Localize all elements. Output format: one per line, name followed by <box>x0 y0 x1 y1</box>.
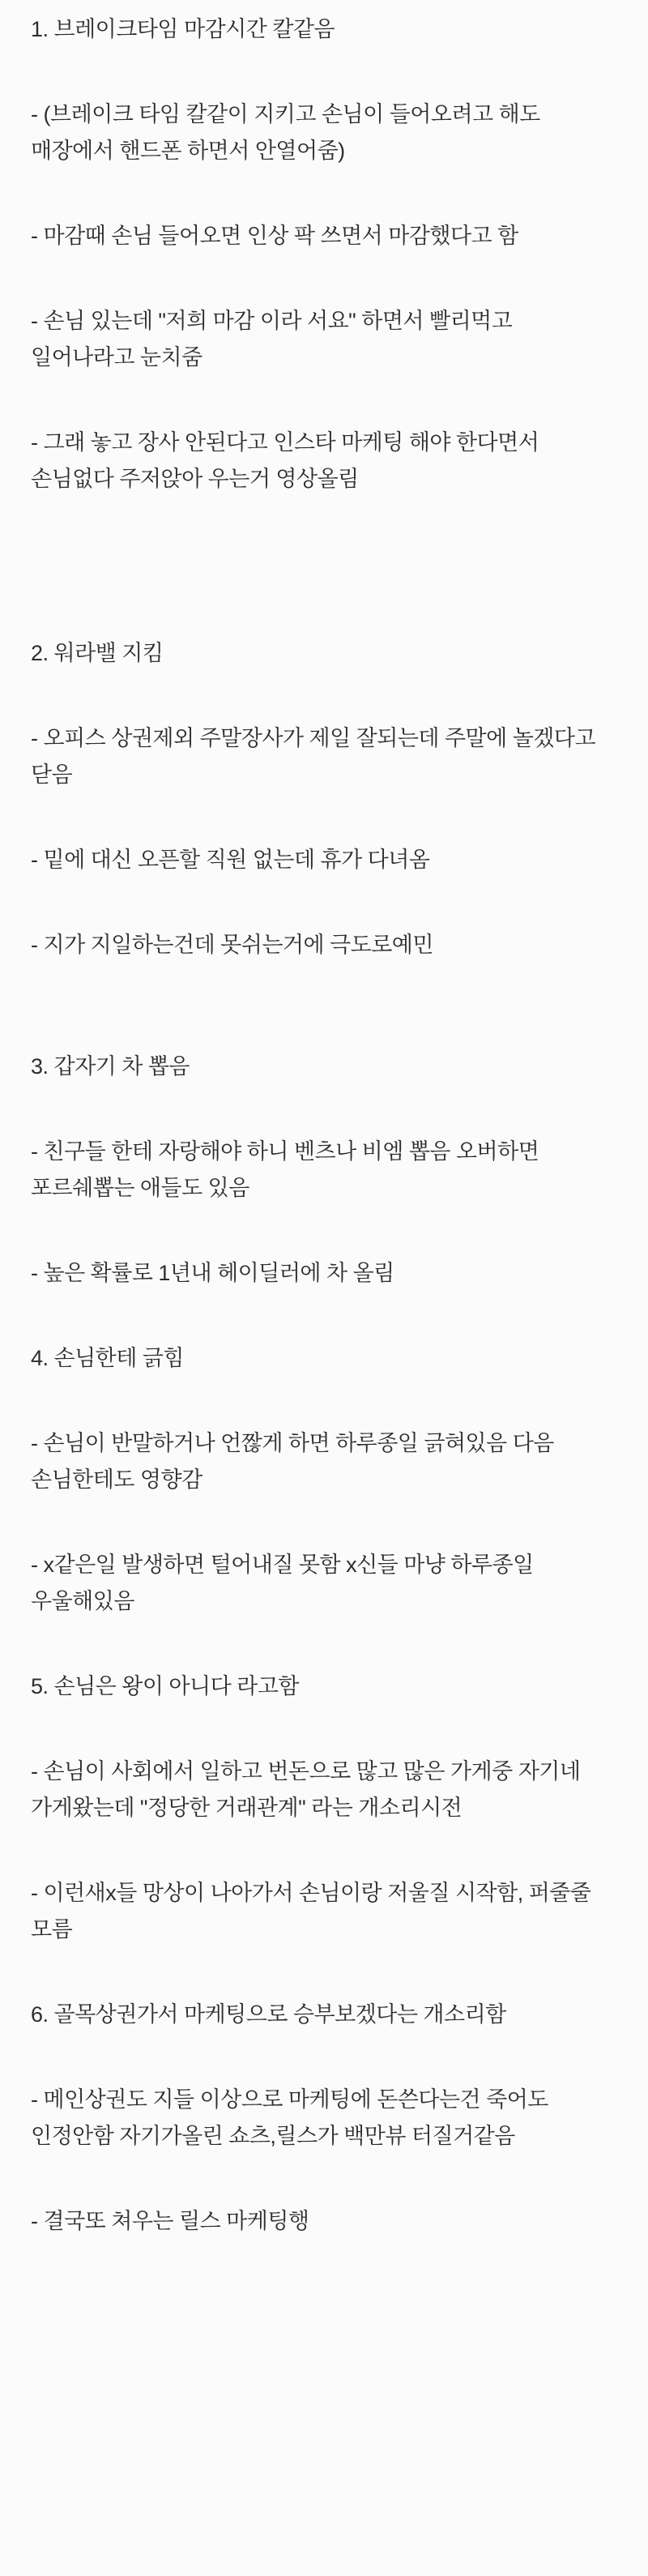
bullet-paragraph: - 오피스 상권제외 주말장사가 제일 잘되는데 주말에 놀겠다고 닫음 <box>31 726 596 787</box>
bullet-paragraph: - 친구들 한테 자랑해야 하니 벤츠나 비엠 뽑음 오버하면 포르쉐뽑는 애들도 있음 <box>31 1139 539 1200</box>
section-heading: 2. 워라밸 지킴 <box>31 641 164 665</box>
section-2 <box>31 635 617 963</box>
section-1 <box>31 11 617 498</box>
section-3 <box>31 1049 617 1292</box>
section-heading: 4. 손님한테 긁힘 <box>31 1346 185 1370</box>
bullet-paragraph: - 밑에 대신 오픈할 직원 없는데 휴가 다녀옴 <box>31 848 430 872</box>
section-heading: 1. 브레이크타임 마감시간 칼같음 <box>31 17 335 41</box>
bullet-paragraph: - 손님이 사회에서 일하고 번돈으로 많고 많은 가게중 자기네 가게왔는데 "정당한 거래관계" 라는 개소리시전 <box>31 1759 581 1820</box>
bullet-paragraph: - 마감때 손님 들어오면 인상 팍 쓰면서 마감했다고 함 <box>31 224 518 248</box>
section-heading: 5. 손님은 왕이 아니다 라고함 <box>31 1674 299 1698</box>
section-6 <box>31 1997 617 2240</box>
bullet-paragraph: - x같은일 발생하면 털어내질 못함 x신들 마냥 하루종일 우울해있음 <box>31 1553 534 1613</box>
bullet-paragraph: - 손님 있는데 "저희 마감 이라 서요" 하면서 빨리먹고 일어나라고 눈치줌 <box>31 309 513 370</box>
bullet-paragraph: - 높은 확률로 1년내 헤이딜러에 차 올림 <box>31 1261 394 1285</box>
section-5 <box>31 1668 617 1948</box>
bullet-paragraph: - 이런새x들 망상이 나아가서 손님이랑 저울질 시작함, 퍼줄줄 모름 <box>31 1881 591 1942</box>
bullet-paragraph: - 결국또 쳐우는 릴스 마케팅행 <box>31 2209 309 2233</box>
bullet-paragraph: - 지가 지일하는건데 못쉬는거에 극도로예민 <box>31 933 433 957</box>
section-4 <box>31 1340 617 1620</box>
section-heading: 3. 갑자기 차 뽑음 <box>31 1054 190 1079</box>
bullet-paragraph: - 메인상권도 지들 이상으로 마케팅에 돈쓴다는건 죽어도 인정안함 자기가올린 쇼츠,릴스가 백만뷰 터질거같음 <box>31 2087 548 2148</box>
bullet-paragraph: - 손님이 반말하거나 언짢게 하면 하루종일 긁혀있음 다음 손님한테도 영향감 <box>31 1431 554 1492</box>
bullet-paragraph: - (브레이크 타임 칼같이 지키고 손님이 들어오려고 해도 매장에서 핸드폰 하면서 안열어줌) <box>31 102 540 163</box>
section-heading: 6. 골목상권가서 마케팅으로 승부보겠다는 개소리함 <box>31 2002 506 2027</box>
bullet-paragraph: - 그래 놓고 장사 안된다고 인스타 마케팅 해야 한다면서 손님없다 주저앉아 우는거 영상올림 <box>31 430 539 491</box>
